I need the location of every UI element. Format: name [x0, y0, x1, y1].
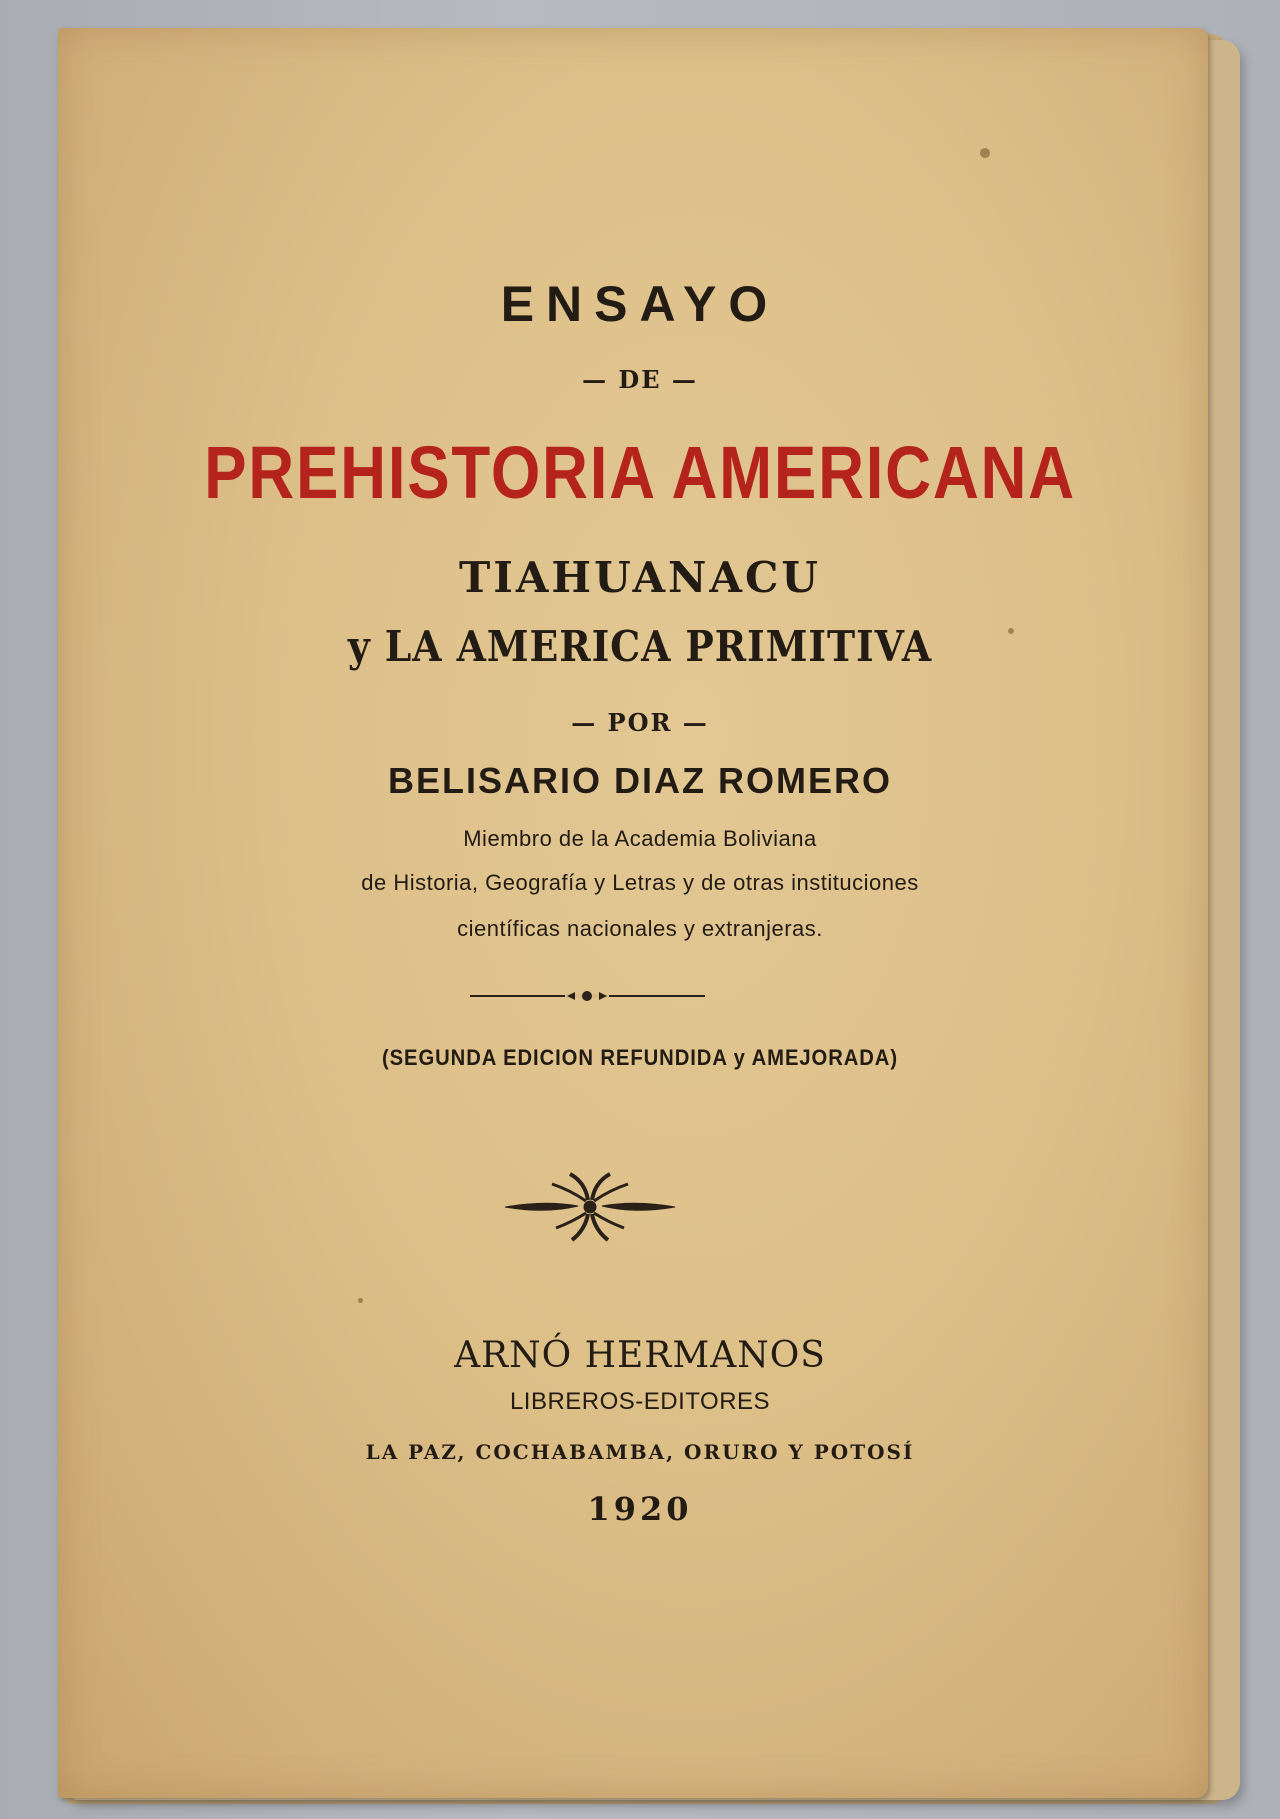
- author-name: BELISARIO DIAZ ROMERO: [387, 760, 892, 801]
- title-de: — DE —: [582, 365, 698, 394]
- author-affiliation-3: científicas nacionales y extranjeras.: [457, 916, 823, 941]
- stain-spot: [358, 1298, 363, 1303]
- by-label: — POR —: [571, 708, 709, 737]
- publication-year: 1920: [587, 1490, 693, 1528]
- stain-spot: [980, 148, 990, 158]
- publisher-role: LIBREROS-EDITORES: [509, 1388, 771, 1415]
- publisher-name: ARNÓ HERMANOS: [454, 1335, 826, 1376]
- subtitle-america-primitiva: y LA AMERICA PRIMITIVA: [347, 622, 933, 671]
- author-affiliation-2: de Historia, Geografía y Letras y de otras instituciones: [361, 870, 919, 895]
- subtitle-tiahuanacu: TIAHUANACU: [458, 553, 822, 602]
- publisher-cities: LA PAZ, COCHABAMBA, ORURO Y POTOSÍ: [365, 1440, 915, 1464]
- main-title: PREHISTORIA AMERICANA: [204, 431, 1076, 514]
- edition-note: (SEGUNDA EDICION REFUNDIDA y AMEJORADA): [381, 1045, 899, 1070]
- floral-ornament-icon: [500, 1170, 680, 1245]
- title-ensayo: ENSAYO: [500, 276, 780, 332]
- divider-ornament-icon: [565, 988, 609, 1004]
- author-affiliation-1: Miembro de la Academia Boliviana: [463, 826, 817, 851]
